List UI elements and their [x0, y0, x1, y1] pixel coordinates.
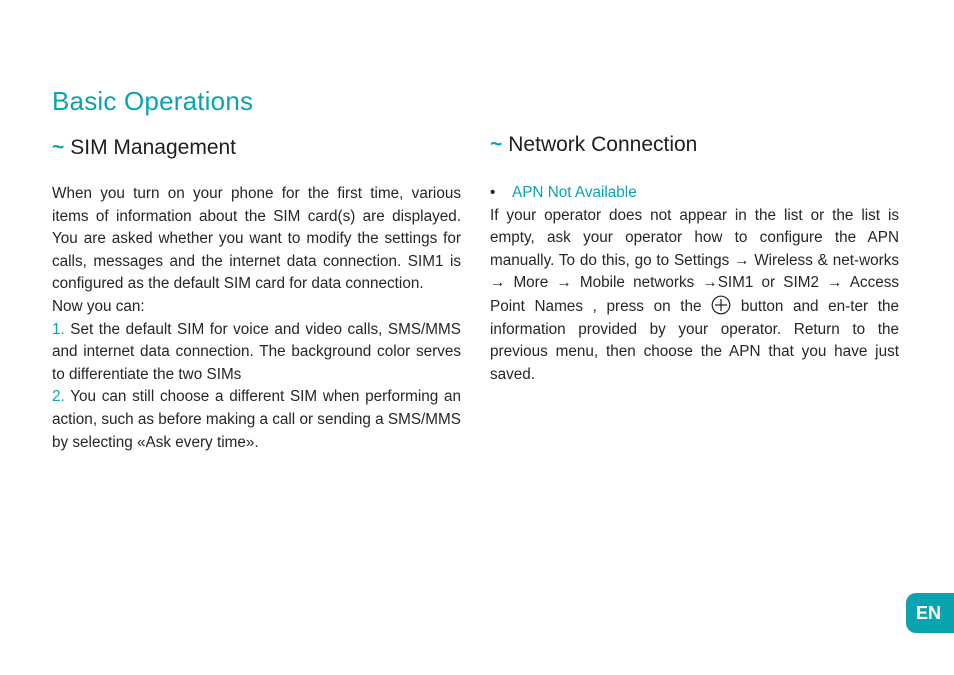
path-step: More [513, 274, 549, 292]
language-tab: EN [906, 593, 954, 633]
item-number: 2. [52, 388, 65, 406]
arrow-icon: → [827, 274, 843, 292]
path-step: SIM1 or SIM2 [717, 274, 819, 292]
apn-text-mid: , press on the [592, 297, 702, 315]
page-title: Basic Operations [52, 86, 254, 116]
network-connection-heading [490, 133, 899, 157]
sim-management-heading [52, 136, 461, 160]
apn-not-available-label: APN Not Available [512, 184, 637, 201]
path-step: Wireless & net-works [754, 251, 900, 269]
network-connection-body [490, 182, 899, 386]
arrow-icon: → [490, 274, 506, 292]
path-step: Mobile networks [579, 274, 695, 292]
list-item [52, 386, 461, 454]
item-number: 1. [52, 320, 65, 338]
heading-tilde: ~ [52, 136, 65, 159]
arrow-icon: → [734, 251, 750, 269]
path-step: Access Point Names [490, 274, 900, 315]
sim-management-section [52, 136, 461, 454]
intro-paragraph: When you turn on your phone for the first time, various items of information about the SIM card(s) are displayed. You are asked whether you want to modify the settings for calls, messages and the internet data connection. SIM1 is configured as the default SIM card for data connection. [52, 185, 461, 293]
sim-management-title: SIM Management [70, 136, 237, 159]
network-connection-section [490, 133, 899, 386]
apn-text-end: button and en-ter the information provided by your operator. Return to the previous menu, then choose the APN that you have just saved. [490, 297, 900, 383]
now-you-can-text: Now you can: [52, 297, 145, 315]
sim-management-body [52, 183, 461, 454]
apn-bullet [490, 182, 899, 205]
arrow-icon: → [702, 274, 718, 292]
heading-tilde: ~ [490, 133, 503, 156]
apn-text-start: If your operator does not appear in the list or the list is empty, ask your operator how to configure the APN manually. To do this, go to Settings [490, 206, 899, 269]
network-connection-title: Network Connection [508, 133, 698, 156]
bullet-dot: • [490, 184, 496, 201]
item-text: You can still choose a different SIM when performing an action, such as before making a call or sending a SMS/MMS by selecting «Ask every time». [52, 388, 461, 451]
apn-paragraph [490, 205, 899, 387]
list-item [52, 319, 461, 387]
circle-plus-icon [711, 295, 731, 315]
item-text: Set the default SIM for voice and video calls, SMS/MMS and internet data connection. The background color serves to differentiate the two SIMs [52, 320, 461, 383]
arrow-icon: → [556, 274, 572, 292]
